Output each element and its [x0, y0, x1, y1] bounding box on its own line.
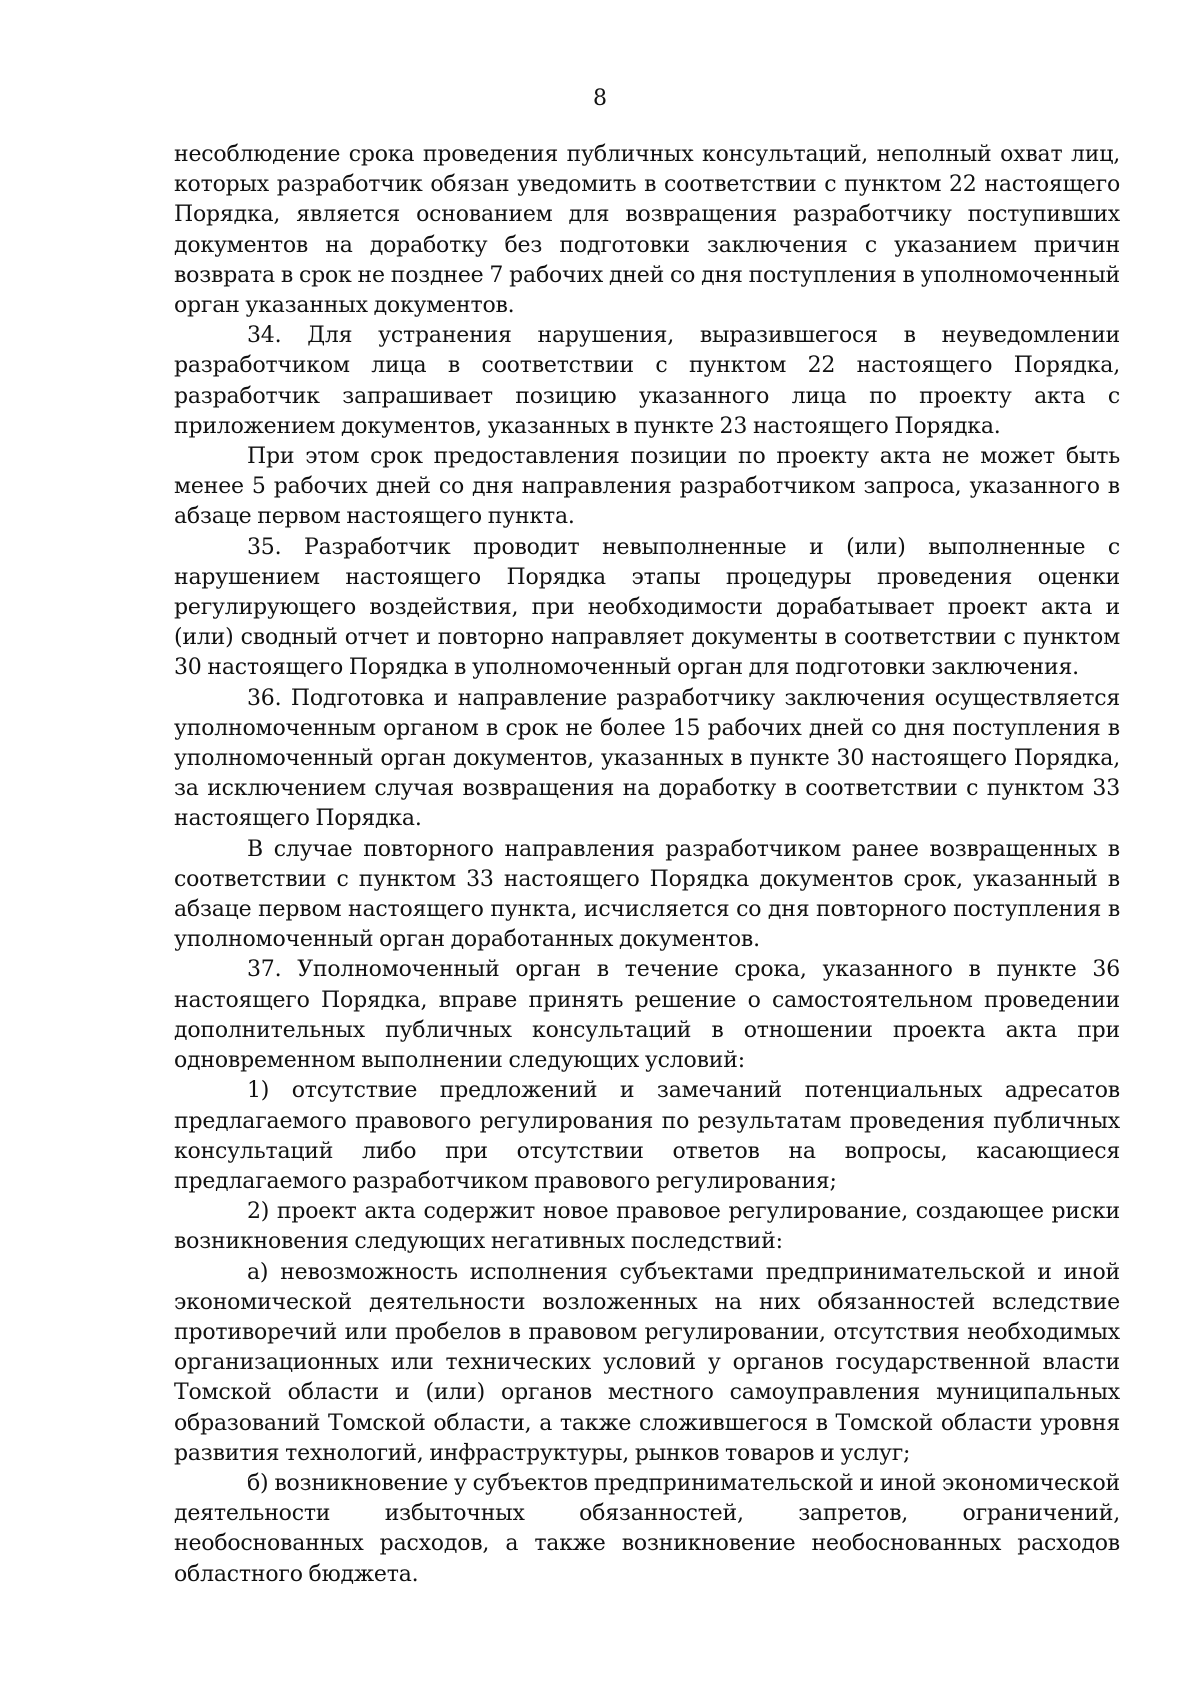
- paragraph-item-36: 36. Подготовка и направление разработчику заключения осуществляется уполномоченным органом в срок не более 15 рабочих дней со дня поступления в уполномоченный орган документов, указанных в пункте 30 настоящего Порядка, за исключением случая возвращения на доработку в соответствии с пунктом 33 настоящего Порядка.: [174, 685, 1120, 832]
- paragraph-consequence-b: б) возникновение у субъектов предпринимательской и иной экономической деятельности избыточных обязанностей, запретов, ограничений, необоснованных расходов, а также возникновение необоснованных расходов областного бюджета.: [174, 1470, 1120, 1587]
- paragraph-item-36-resubmission: В случае повторного направления разработчиком ранее возвращенных в соответствии с пунктом 33 настоящего Порядка документов срок, указанный в абзаце первом настоящего пункта, исчисляется со дня повторного поступления в уполномоченный орган доработанных документов.: [174, 836, 1120, 953]
- paragraph-item-35: 35. Разработчик проводит невыполненные и (или) выполненные с нарушением настоящего Порядка этапы процедуры проведения оценки регулирующего воздействия, при необходимости дорабатывает проект акта и (или) сводный отчет и повторно направляет документы в соответствии с пунктом 30 настоящего Порядка в уполномоченный орган для подготовки заключения.: [174, 534, 1120, 681]
- paragraph-consequence-a: а) невозможность исполнения субъектами предпринимательской и иной экономической деятельности возложенных на них обязанностей вследствие противоречий или пробелов в правовом регулировании, отсутствия необходимых организационных или технических условий у органов государственной власти Томской области и (или) органов местного самоуправления муниципальных образований Томской области, а также сложившегося в Томской области уровня развития технологий, инфраструктуры, рынков товаров и услуг;: [174, 1259, 1120, 1466]
- document-body: [174, 140, 1120, 1590]
- paragraph-item-37: 37. Уполномоченный орган в течение срока, указанного в пункте 36 настоящего Порядка, вправе принять решение о самостоятельном проведении дополнительных публичных консультаций в отношении проекта акта при одновременном выполнении следующих условий:: [174, 957, 1120, 1074]
- paragraph-continuation: несоблюдение срока проведения публичных консультаций, неполный охват лиц, которых разработчик обязан уведомить в соответствии с пунктом 22 настоящего Порядка, является основанием для возвращения разработчику поступивших документов на доработку без подготовки заключения с указанием причин возврата в срок не позднее 7 рабочих дней со дня поступления в уполномоченный орган указанных документов.: [174, 142, 1120, 319]
- page-number: 8: [593, 86, 607, 111]
- paragraph-item-34-deadline: При этом срок предоставления позиции по проекту акта не может быть менее 5 рабочих дней со дня направления разработчиком запроса, указанного в абзаце первом настоящего пункта.: [174, 444, 1120, 530]
- paragraph-condition-1: 1) отсутствие предложений и замечаний потенциальных адресатов предлагаемого правового регулирования по результатам проведения публичных консультаций либо при отсутствии ответов на вопросы, касающиеся предлагаемого разработчиком правового регулирования;: [174, 1078, 1120, 1194]
- paragraph-condition-2: 2) проект акта содержит новое правовое регулирование, создающее риски возникновения следующих негативных последствий:: [174, 1199, 1120, 1255]
- paragraph-item-34: 34. Для устранения нарушения, выразившегося в неуведомлении разработчиком лица в соответствии с пунктом 22 настоящего Порядка, разработчик запрашивает позицию указанного лица по проекту акта с приложением документов, указанных в пункте 23 настоящего Порядка.: [174, 323, 1120, 439]
